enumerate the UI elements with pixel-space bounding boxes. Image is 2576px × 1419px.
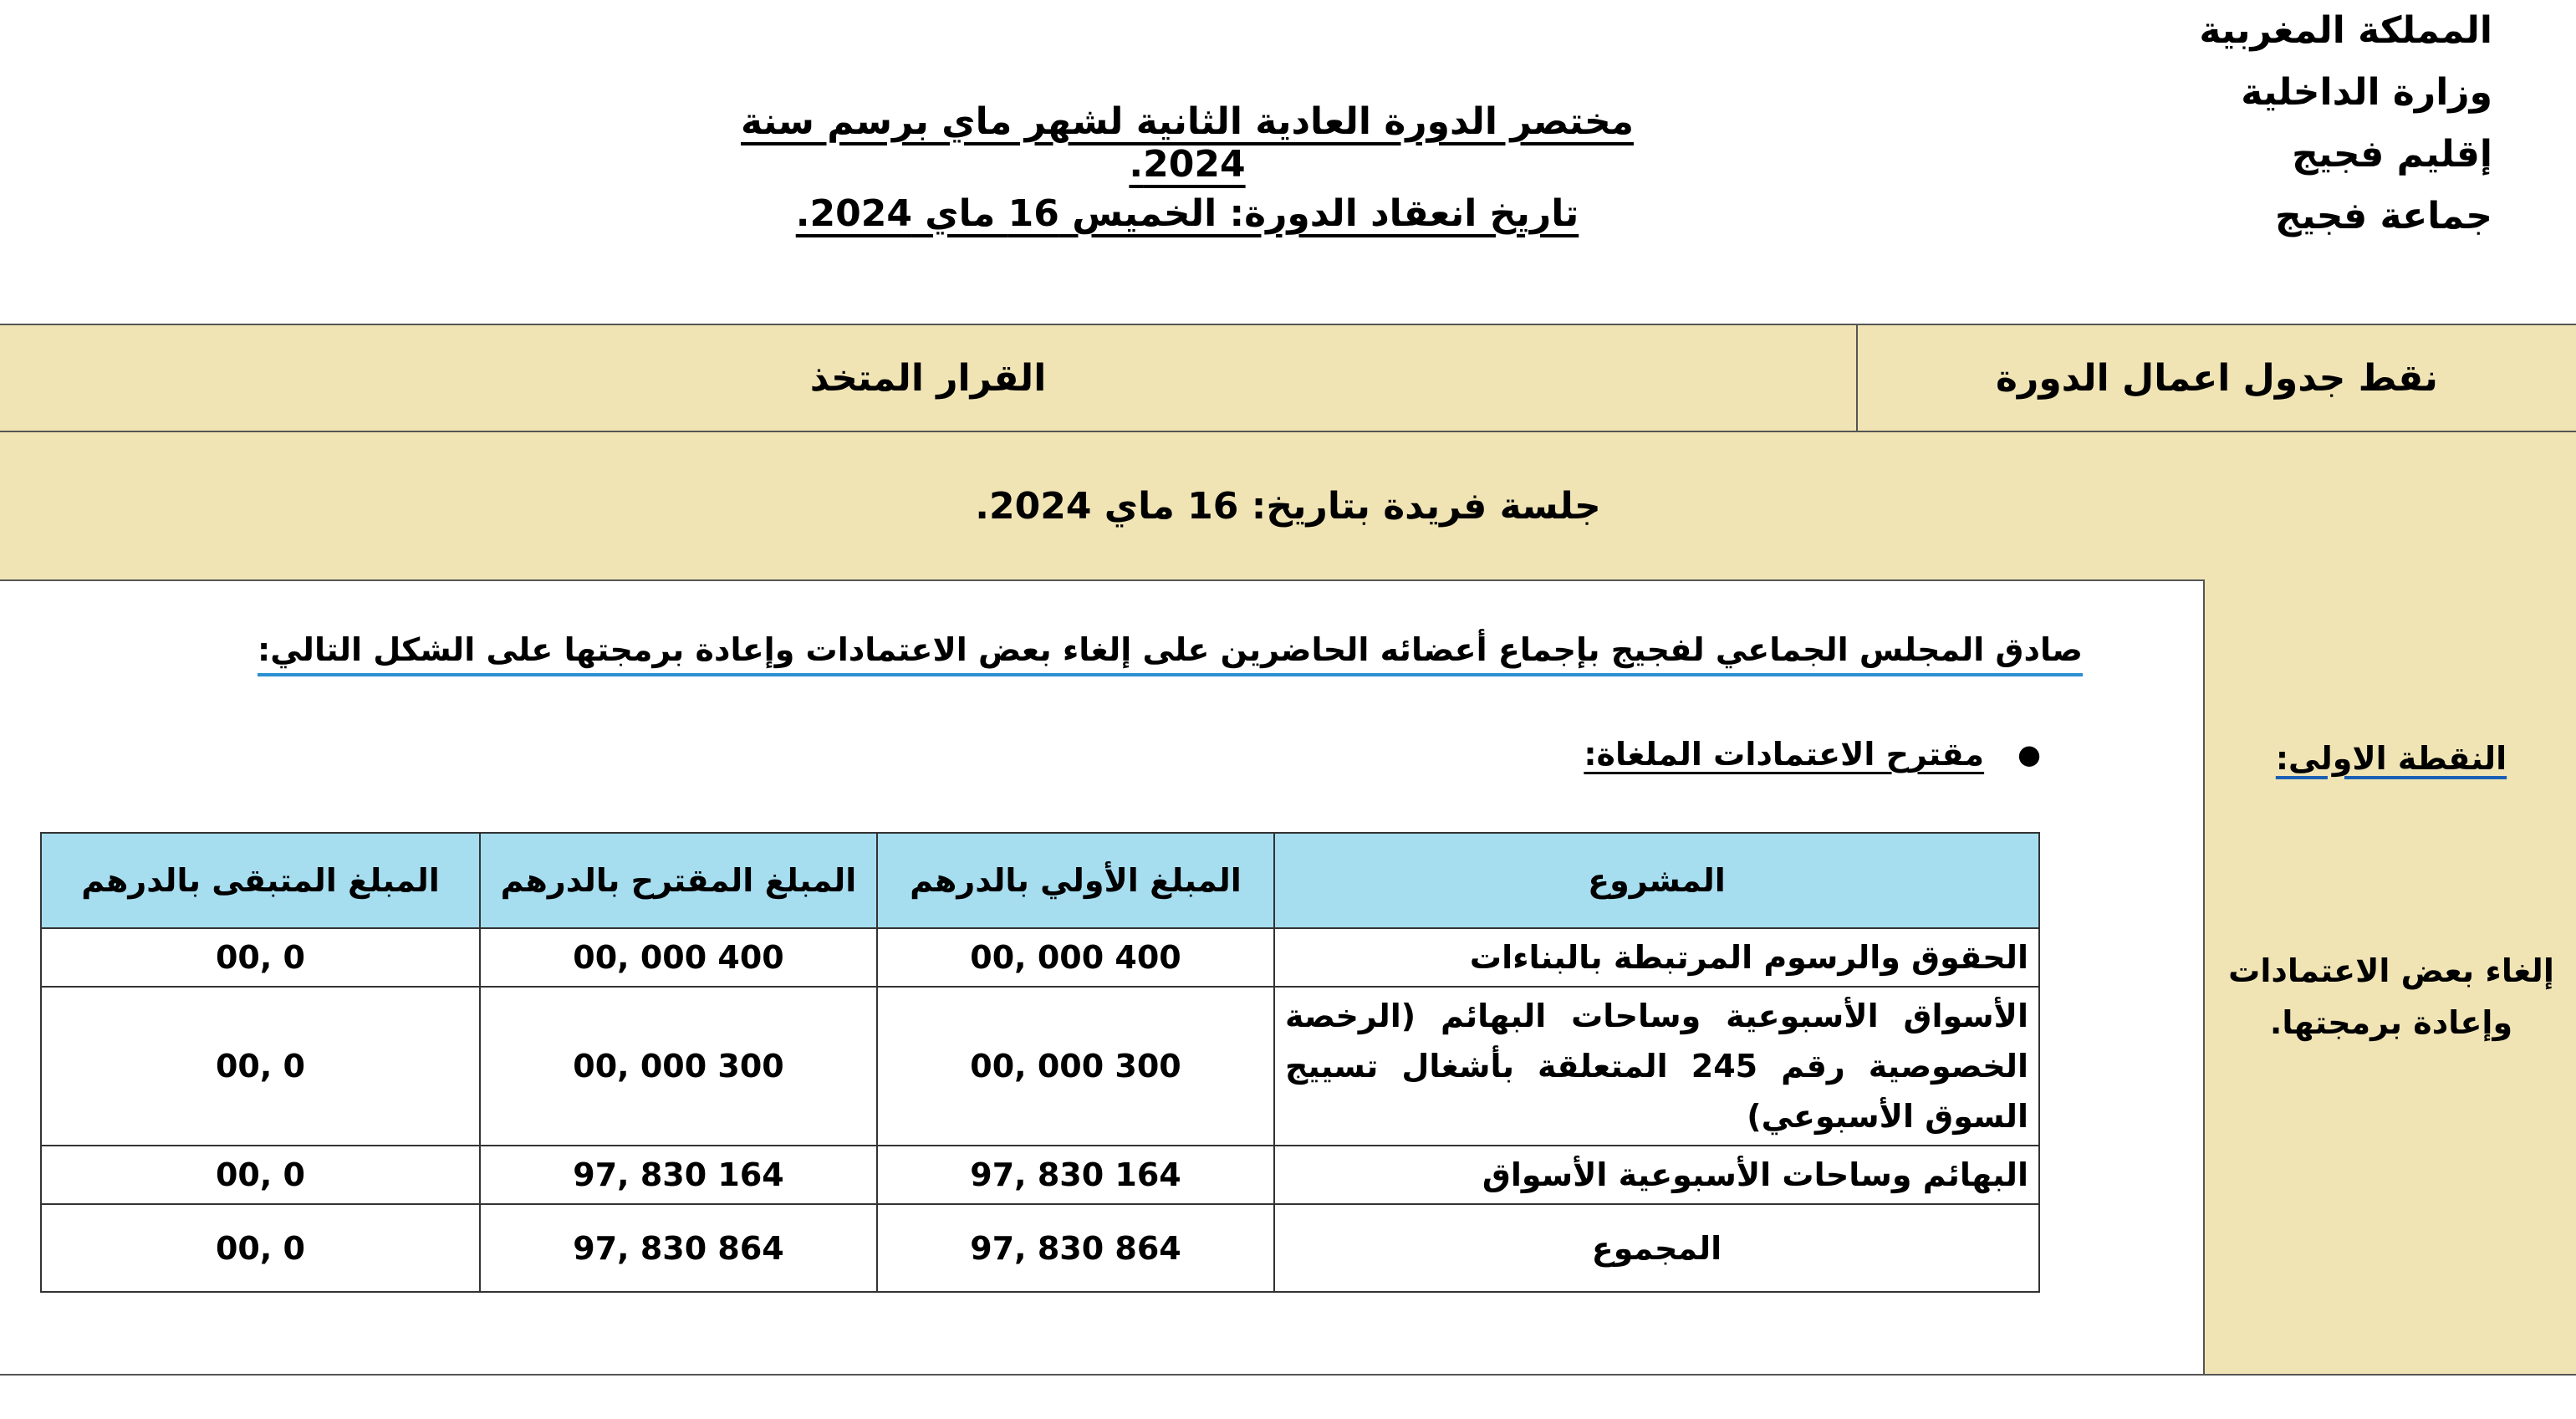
cell-total-label: المجموع xyxy=(1274,1204,2039,1292)
th-project: المشروع xyxy=(1274,833,2039,928)
cell-initial: 300 000 ,00 xyxy=(877,987,1274,1146)
cell-total-proposed: 864 830 ,97 xyxy=(480,1204,877,1292)
letterhead-kingdom: المملكة المغربية xyxy=(2199,9,2492,52)
bullet-dot-icon: ● xyxy=(2017,738,2041,770)
bullet-item xyxy=(1584,736,2041,773)
col-agenda-points: نقط جدول اعمال الدورة xyxy=(1996,356,2438,400)
cell-project: الأسواق الأسبوعية وساحات البهائم (الرخصة الخصوصية رقم 245 المتعلقة بأشغال تسييج السوق الأسبوعي) xyxy=(1274,987,2039,1146)
letterhead xyxy=(2199,0,2492,248)
cell-remaining: 0 ,00 xyxy=(41,928,480,987)
point-description: إلغاء بعض الاعتمادات وإعادة برمجتها. xyxy=(2228,952,2554,1041)
table-total-row xyxy=(41,1204,2039,1292)
letterhead-commune: جماعة فجيج xyxy=(2275,195,2492,237)
document-title: مختصر الدورة العادية الثانية لشهر ماي برسم سنة 2024. xyxy=(741,100,1634,186)
cell-proposed: 164 830 ,97 xyxy=(480,1146,877,1204)
cell-total-remaining: 0 ,00 xyxy=(41,1204,480,1292)
th-proposed-amount: المبلغ المقترح بالدرهم xyxy=(480,833,877,928)
credits-table xyxy=(40,832,2040,1293)
letterhead-province: إقليم فجيج xyxy=(2292,133,2492,176)
cell-initial: 400 000 ,00 xyxy=(877,928,1274,987)
cell-remaining: 0 ,00 xyxy=(41,987,480,1146)
table-header-row xyxy=(41,833,2039,928)
cell-remaining: 0 ,00 xyxy=(41,1146,480,1204)
cell-proposed: 400 000 ,00 xyxy=(480,928,877,987)
table-row xyxy=(41,987,2039,1146)
th-remaining-amount: المبلغ المتبقى بالدرهم xyxy=(41,833,480,928)
cell-project: البهائم وساحات الأسبوعية الأسواق xyxy=(1274,1146,2039,1204)
table-row xyxy=(41,928,2039,987)
resolution-text: صادق المجلس الجماعي لفجيج بإجماع أعضائه الحاضرين على إلغاء بعض الاعتمادات وإعادة برمجتها على الشكل التالي: xyxy=(258,631,2083,676)
letterhead-ministry: وزارة الداخلية xyxy=(2241,71,2492,114)
cell-initial: 164 830 ,97 xyxy=(877,1146,1274,1204)
session-date-title: تاريخ انعقاد الدورة: الخميس 16 ماي 2024. xyxy=(795,192,1579,235)
th-initial-amount: المبلغ الأولي بالدرهم xyxy=(877,833,1274,928)
table-row xyxy=(41,1146,2039,1204)
cell-project: الحقوق والرسوم المرتبطة بالبناءات xyxy=(1274,928,2039,987)
col-decision: القرار المتخذ xyxy=(809,356,1047,400)
bottom-border xyxy=(0,1374,2576,1376)
cell-total-initial: 864 830 ,97 xyxy=(877,1204,1274,1292)
point-title: النقطة الاولى: xyxy=(2275,740,2507,777)
cell-proposed: 300 000 ,00 xyxy=(480,987,877,1146)
session-label: جلسة فريدة بتاريخ: 16 ماي 2024. xyxy=(975,484,1601,528)
bullet-text: مقترح الاعتمادات الملغاة: xyxy=(1584,736,1985,773)
